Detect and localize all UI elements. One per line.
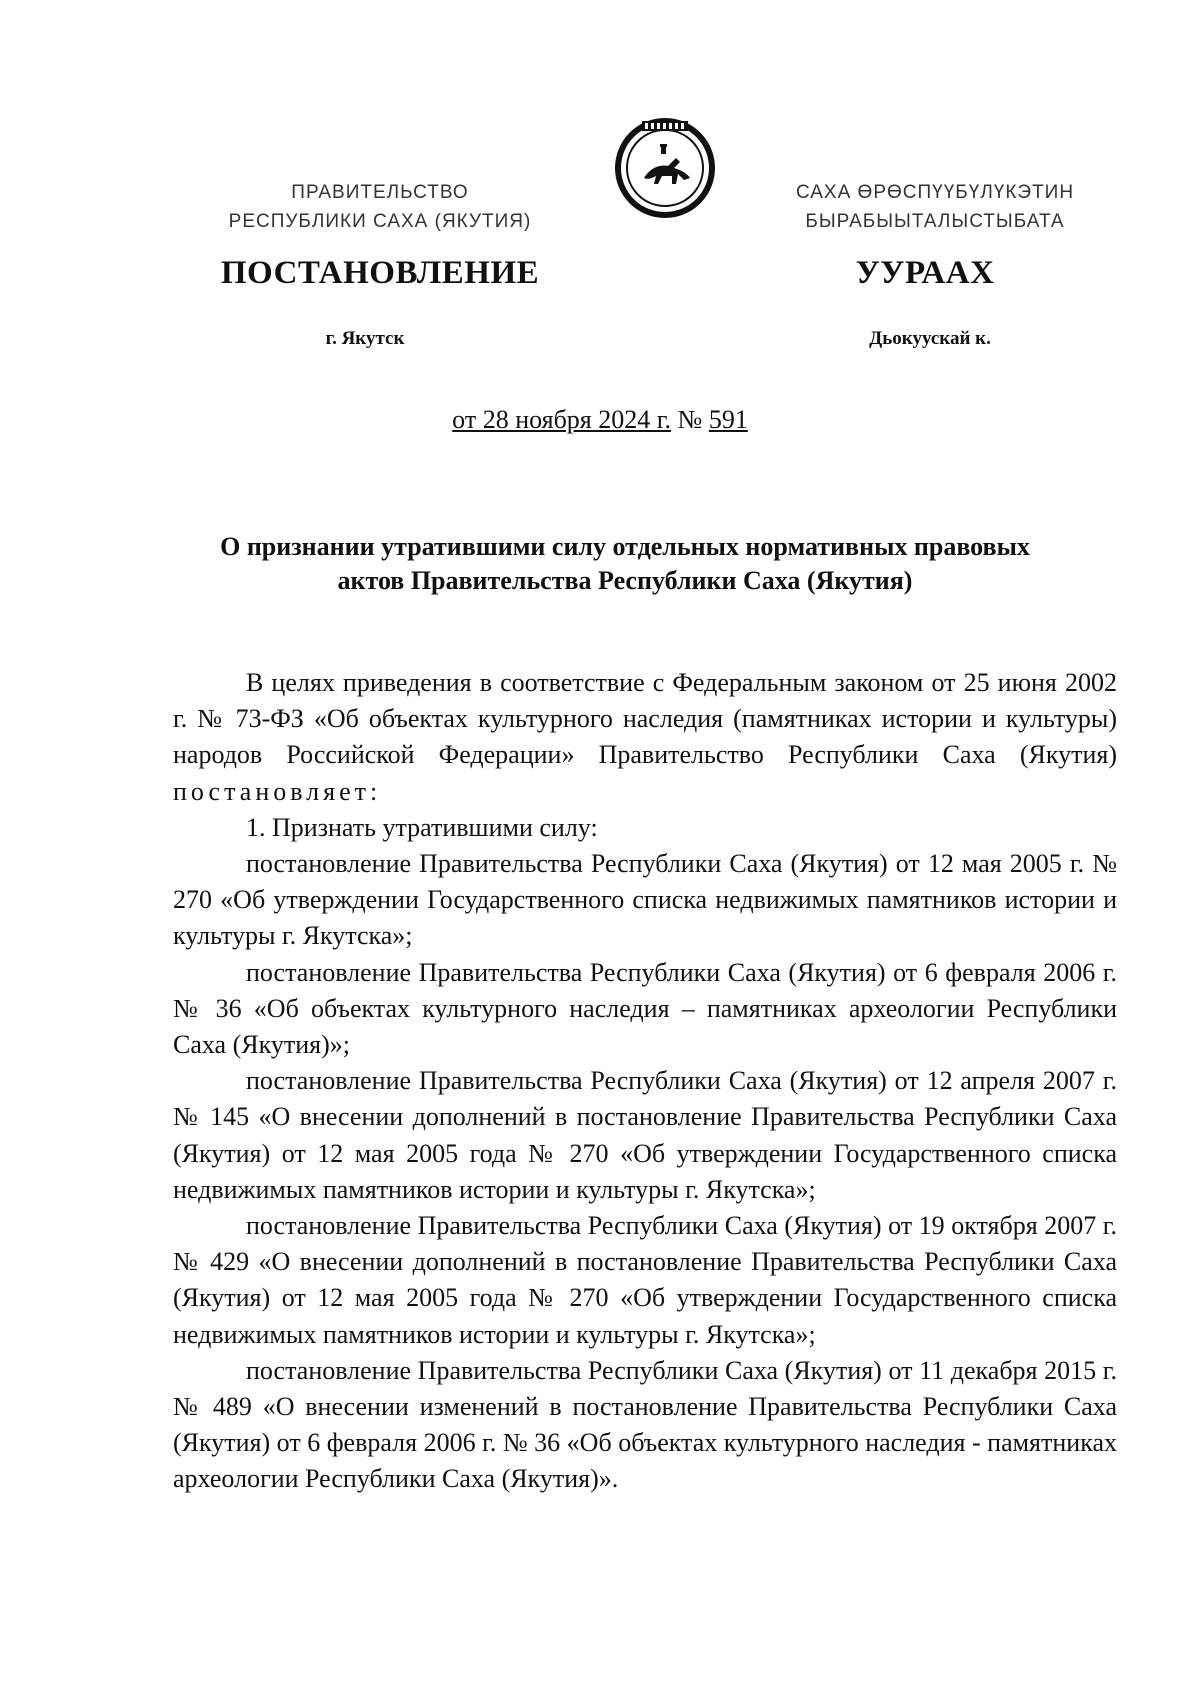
document-body <box>173 665 1117 1498</box>
date-and-number <box>0 405 1200 435</box>
item-1-paragraph: 1. Признать утратившими силу: <box>246 812 598 842</box>
title-line-1: О признании утратившими силу отдельных нормативных правовых <box>220 532 1030 561</box>
issuer-line-2: БЫРАБЫЫТАЛЫСТЫБАТА <box>805 211 1065 232</box>
repealed-act-paragraph: постановление Правительства Республики Саха (Якутия) от 6 февраля 2006 г. № 36 «Об объектах культурного наследия – памятниках археологии Республики Саха (Якутия)»; <box>173 957 1117 1060</box>
issuer-name-russian <box>165 178 595 236</box>
issuer-line-2: РЕСПУБЛИКИ САХА (ЯКУТИЯ) <box>228 211 532 232</box>
preamble-text: В целях приведения в соответствие с Федеральным законом от 25 июня 2002 г. № 73-ФЗ «Об объектах культурного наследия (памятниках истории и культуры) народов Российской Федерации» Правительство Республики Саха (Якутия) <box>173 668 1117 770</box>
repealed-act-paragraph: постановление Правительства Республики Саха (Якутия) от 19 октября 2007 г. № 429 «О внесении дополнений в постановление Правительства Республики Саха (Якутия) от 12 мая 2005 года № 270 «Об утверждении Государственного списка недвижимых памятников истории и культуры г. Якутска»; <box>173 1211 1117 1349</box>
title-line-2: актов Правительства Республики Саха (Якутия) <box>337 566 913 595</box>
document-title <box>160 530 1090 598</box>
repealed-act-paragraph: постановление Правительства Республики Саха (Якутия) от 12 мая 2005 г. № 270 «Об утверждении Государственного списка недвижимых памятников истории и культуры г. Якутска»; <box>173 849 1117 951</box>
preamble-colon: : <box>370 776 378 806</box>
number-sign: № <box>671 405 709 434</box>
place-russian: г. Якутск <box>325 328 405 349</box>
preamble-paragraph <box>173 665 1117 810</box>
issuer-line-1: ПРАВИТЕЛЬСТВО <box>291 182 469 203</box>
repealed-act-paragraph: постановление Правительства Республики Саха (Якутия) от 11 декабря 2015 г. № 489 «О внесении изменений в постановление Правительства Республики Саха (Якутия) от 6 февраля 2006 г. № 36 «Об объектах культурного наследия - памятниках археологии Республики Саха (Якутия)». <box>173 1355 1117 1494</box>
decree-verb: постановляет <box>173 776 371 806</box>
coat-of-arms-emblem <box>606 112 724 220</box>
document-type-russian: ПОСТАНОВЛЕНИЕ <box>220 255 540 291</box>
repealed-act-paragraph: постановление Правительства Республики Саха (Якутия) от 12 апреля 2007 г. № 145 «О внесении дополнений в постановление Правительства Республики Саха (Якутия) от 12 мая 2005 года № 270 «Об утверждении Государственного списка недвижимых памятников истории и культуры г. Якутска»; <box>173 1066 1117 1204</box>
issuer-line-1: САХА ӨРӨСПҮҮБҮЛҮКЭТИН <box>795 182 1075 203</box>
place-yakut: Дьокуускай к. <box>869 328 991 349</box>
document-date: от 28 ноября 2024 г. <box>452 405 671 434</box>
issuer-name-yakut <box>735 178 1135 236</box>
document-number: 591 <box>708 405 748 434</box>
document-type-yakut: УУРААХ <box>855 255 995 291</box>
